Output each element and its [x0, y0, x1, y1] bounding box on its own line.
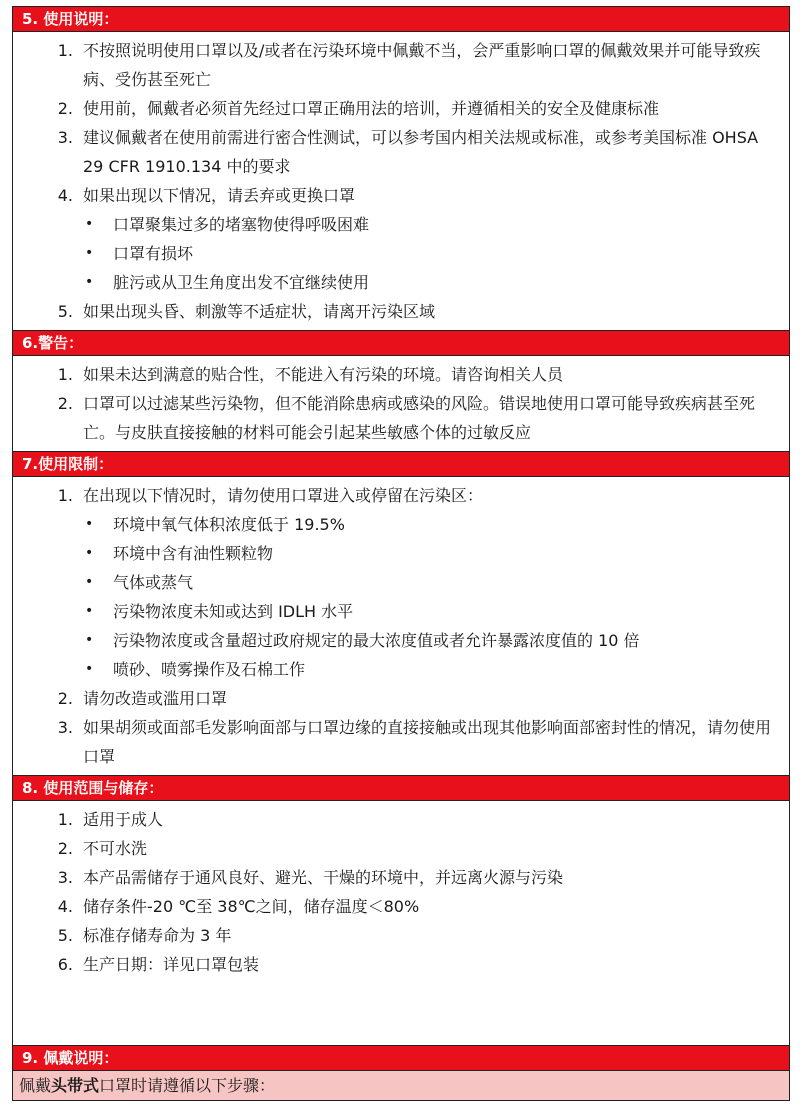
list-item: 2. 不可水洗 [57, 839, 148, 858]
bullet-item: • 喷砂、喷雾操作及石棉工作 [21, 655, 781, 684]
wearing-note: 佩戴头带式口罩时请遵循以下步骤： [13, 1071, 789, 1100]
section-spacer [21, 979, 781, 1041]
section-body-warning [13, 356, 789, 451]
bullet-item: • 口罩有损坏 [21, 239, 781, 268]
list-item: 1. 适用于成人 [57, 810, 164, 829]
section-body-scope-storage [13, 801, 789, 1045]
bullet-icon: • [85, 274, 94, 290]
list-item: 5. 如果出现头昏、刺激等不适症状，请离开污染区域 [57, 302, 436, 321]
list-item: 3. 建议佩戴者在使用前需进行密合性测试，可以参考国内相关法规或标准，或参考美国标准 OHSA 29 CFR 1910.134 中的要求 [57, 128, 759, 176]
bullet-icon: • [85, 545, 94, 561]
instruction-document [12, 6, 790, 1101]
bullet-icon: • [85, 603, 94, 619]
list-item: 2. 口罩可以过滤某些污染物，但不能消除患病或感染的风险。错误地使用口罩可能导致疾病甚至死亡。与皮肤直接接触的材料可能会引起某些敏感个体的过敏反应 [57, 394, 756, 442]
bullet-icon: • [85, 661, 94, 677]
bullet-item: • 口罩聚集过多的堵塞物使得呼吸困难 [21, 210, 781, 239]
section-header-restrictions: 7.使用限制： [13, 451, 789, 477]
section-header-usage: 5. 使用说明： [13, 6, 789, 32]
bullet-item: • 气体或蒸气 [21, 568, 781, 597]
list-item: 3. 如果胡须或面部毛发影响面部与口罩边缘的直接接触或出现其他影响面部密封性的情况，请勿使用口罩 [57, 718, 772, 766]
list-item: 2. 使用前，佩戴者必须首先经过口罩正确用法的培训，并遵循相关的安全及健康标准 [57, 99, 660, 118]
list-item: 1. 如果未达到满意的贴合性，不能进入有污染的环境。请咨询相关人员 [57, 365, 564, 384]
list-item: 6. 生产日期：详见口罩包装 [57, 955, 260, 974]
bullet-icon: • [85, 516, 94, 532]
bullet-icon: • [85, 632, 94, 648]
bullet-icon: • [85, 245, 94, 261]
bullet-item: • 脏污或从卫生角度出发不宜继续使用 [21, 268, 781, 297]
bullet-item: • 环境中氧气体积浓度低于 19.5% [21, 510, 781, 539]
list-item: 1. 在出现以下情况时，请勿使用口罩进入或停留在污染区： [57, 486, 484, 505]
section-header-scope-storage: 8. 使用范围与储存： [13, 775, 789, 801]
bullet-item: • 污染物浓度未知或达到 IDLH 水平 [21, 597, 781, 626]
section-header-warning: 6.警告： [13, 330, 789, 356]
list-item: 4. 储存条件-20 ℃至 38℃之间，储存温度＜80% [57, 897, 420, 916]
list-item: 1. 不按照说明使用口罩以及/或者在污染环境中佩戴不当，会严重影响口罩的佩戴效果并可能导致疾病、受伤甚至死亡 [57, 41, 761, 89]
bullet-item: • 环境中含有油性颗粒物 [21, 539, 781, 568]
section-body-restrictions [13, 477, 789, 775]
bullet-icon: • [85, 574, 94, 590]
bullet-item: • 污染物浓度或含量超过政府规定的最大浓度值或者允许暴露浓度值的 10 倍 [21, 626, 781, 655]
list-item: 5. 标准存储寿命为 3 年 [57, 926, 232, 945]
note-emphasis: 头带式 [51, 1076, 100, 1095]
section-header-wearing: 9. 佩戴说明： [13, 1045, 789, 1071]
section-body-usage [13, 32, 789, 330]
list-item: 3. 本产品需储存于通风良好、避光、干燥的环境中，并远离火源与污染 [57, 868, 564, 887]
list-item: 2. 请勿改造或滥用口罩 [57, 689, 228, 708]
bullet-icon: • [85, 216, 94, 232]
list-item: 4. 如果出现以下情况，请丢弃或更换口罩 [57, 186, 356, 205]
